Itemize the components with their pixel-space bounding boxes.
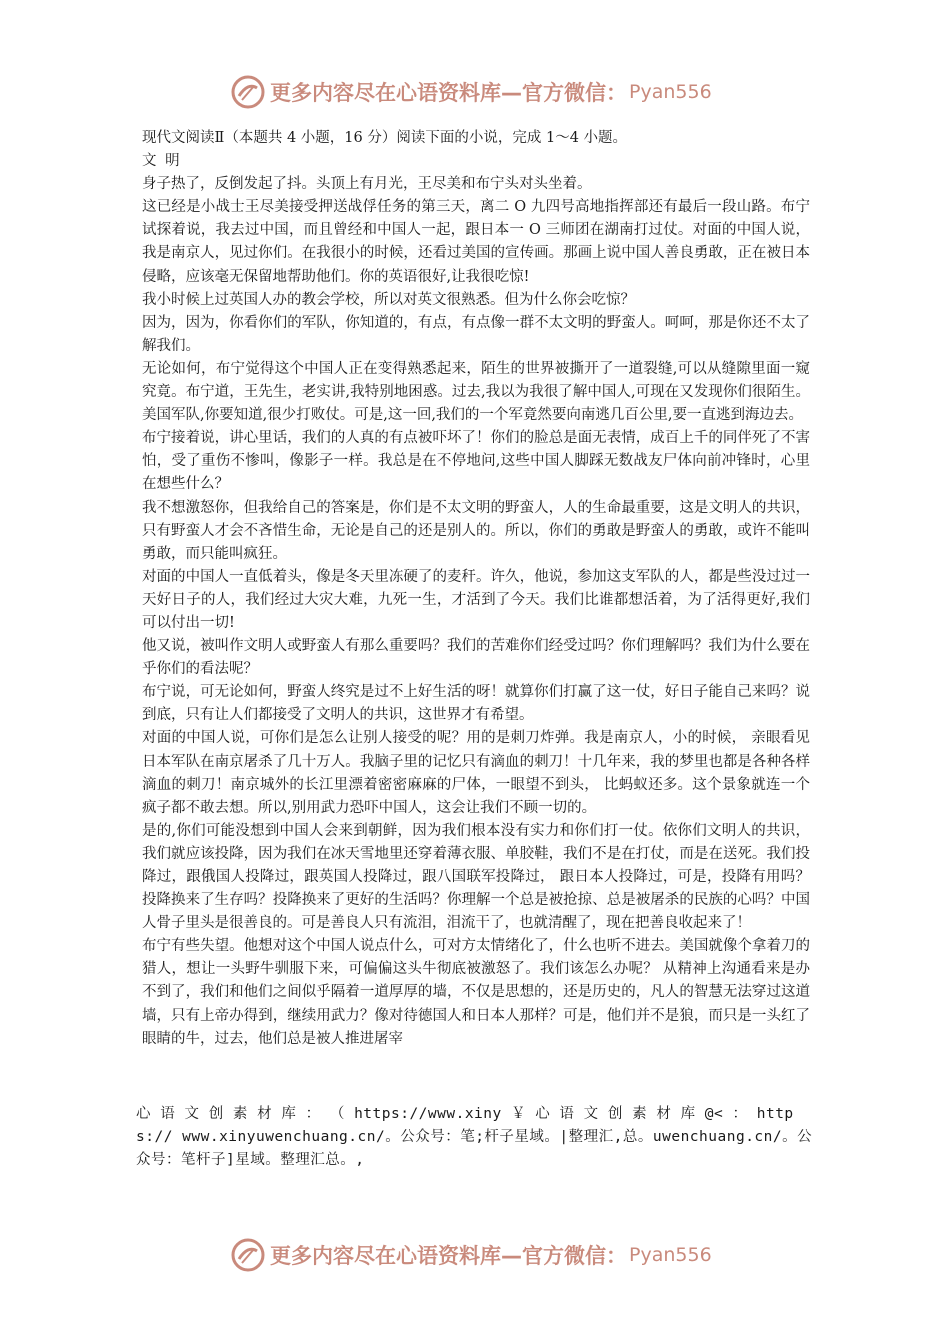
- paragraph: 我不想激怒你，但我给自己的答案是，你们是不太文明的野蛮人，人的生命最重要，这是文明人的共识，只有野蛮人才会不吝惜生命，无论是自己的还是别人的。所以，你们的勇敢是野蛮人的勇敢，或许不能叫勇敢，而只能叫疯狂。: [142, 499, 810, 562]
- paragraph: 他又说，被叫作文明人或野蛮人有那么重要吗？我们的苦难你们经受过吗？你们理解吗？我们为什么要在乎你们的看法呢？: [142, 638, 810, 678]
- document-body: [142, 127, 810, 1051]
- paragraph: 是的,你们可能没想到中国人会来到朝鲜，因为我们根本没有实力和你们打一仗。依你们文明人的共识，我们就应该投降，因为我们在冰天雪地里还穿着薄衣服、单胶鞋，我们不是在打仗，而是在送死。我们投降过，跟俄国人投降过，跟英国人投降过，跟八国联军投降过， 跟日本人投降过，可是，投降有用吗？投降换来了生存吗？投降换来了更好的生活吗？你理解一个总是被抢掠、总是被屠杀的民族的心吗？中国人骨子里头是很善良的。可是善良人只有流泪，泪流干了，也就清醒了，现在把善良收起来了！: [142, 822, 810, 932]
- banner-wechat-id: Pyan556: [629, 1244, 712, 1266]
- paragraph: 无论如何，布宁觉得这个中国人正在变得熟悉起来，陌生的世界被撕开了一道裂缝,可以从缝隙里面一窥究竟。布宁道，王先生，老实讲,我特别地困惑。过去,我以为我很了解中国人,可现在又发现你们很陌生。美国军队,你要知道,很少打败仗。可是,这一回,我们的一个军竟然要向南逃几百公里,要一直逃到海边去。: [142, 360, 810, 424]
- story-title: 文 明: [142, 153, 182, 170]
- paragraph: 对面的中国人说，可你们是怎么让别人接受的呢？用的是刺刀炸弹。我是南京人，小的时候， 亲眼看见日本军队在南京屠杀了几十万人。我脑子里的记忆只有滴血的刺刀！十几年来，我的梦里也都是各种各样滴血的刺刀！南京城外的长江里漂着密密麻麻的尸体，一眼望不到头， 比蚂蚁还多。这个景象就连一个疯子都不敢去想。所以,别用武力恐吓中国人，这会让我们不顾一切的。: [142, 730, 810, 816]
- watermark-banner-top: [230, 72, 720, 112]
- logo-icon: [230, 1237, 266, 1273]
- paragraph: 布宁有些失望。他想对这个中国人说点什么，可对方太情绪化了，什么也听不进去。美国就像个拿着刀的猎人，想让一头野牛驯服下来，可偏偏这头牛彻底被激怒了。我们该怎么办呢？ 从精神上沟通看来是办不到了，我们和他们之间似乎隔着一道厚厚的墙，不仅是思想的，还是历史的，凡人的智慧无法穿过这道墙，只有上帝办得到，继续用武力？像对待德国人和日本人那样？可是，他们并不是狼，而只是一头红了眼睛的牛，过去，他们总是被人推进屠宰: [142, 938, 810, 1047]
- paragraph: 布宁说，可无论如何，野蛮人终究是过不上好生活的呀！就算你们打赢了这一仗，好日子能自己来吗？说到底，只有让人们都接受了文明人的共识，这世界才有希望。: [142, 684, 810, 724]
- question-heading: 现代文阅读Ⅱ（本题共 4 小题，16 分）阅读下面的小说，完成 1～4 小题。: [142, 130, 628, 146]
- banner-text: 更多内容尽在心语资料库—官方微信：: [270, 81, 627, 105]
- logo-icon: [230, 74, 266, 110]
- banner-text: 更多内容尽在心语资料库—官方微信：: [270, 1244, 627, 1268]
- banner-wechat-id: Pyan556: [629, 81, 712, 103]
- paragraph: 布宁接着说，讲心里话，我们的人真的有点被吓坏了！你们的脸总是面无表情，成百上千的同伴死了不害怕，受了重伤不惨叫，像影子一样。我总是在不停地问,这些中国人脚踩无数战友尸体向前冲锋时，心里在想些什么？: [142, 430, 810, 493]
- paragraph: 因为，因为，你看你们的军队，你知道的，有点，有点像一群不太文明的野蛮人。呵呵，那是你还不太了解我们。: [142, 314, 810, 354]
- watermark-banner-bottom: [230, 1235, 720, 1275]
- paragraph: 我小时候上过英国人办的教会学校，所以对英文很熟悉。但为什么你会吃惊？: [142, 291, 635, 308]
- source-footer: 心 语 文 创 素 材 库 ： （ https://www.xiny ￥ 心 语 文 创 素 材 库 @< ： https:// www.xinyuwenchuang.cn/。公众号：笔;杆子星域。|整理汇,总。uwenchuang.cn/。公众号：笔杆子]星域。整理汇总。,: [136, 1106, 813, 1168]
- paragraph: 对面的中国人一直低着头，像是冬天里冻硬了的麦秆。许久，他说，参加这支军队的人，都是些没过过一天好日子的人，我们经过大灾大难，九死一生，才活到了今天。我们比谁都想活着，为了活得更好,我们可以付出一切!: [142, 568, 810, 631]
- paragraph: 这已经是小战士王尽美接受押送战俘任务的第三天，离二 O 九四号高地指挥部还有最后一段山路。布宁试探着说，我去过中国，而且曾经和中国人一起，跟日本一 O 三师团在湖南打过仗。对面的中国人说，我是南京人，见过你们。在我很小的时候，还看过美国的宣传画。那画上说中国人善良勇敢，正在被日本侵略，应该毫无保留地帮助他们。你的英语很好,让我很吃惊!: [142, 199, 810, 285]
- paragraph: 身子热了，反倒发起了抖。头顶上有月光，王尽美和布宁头对头坐着。: [142, 176, 592, 193]
